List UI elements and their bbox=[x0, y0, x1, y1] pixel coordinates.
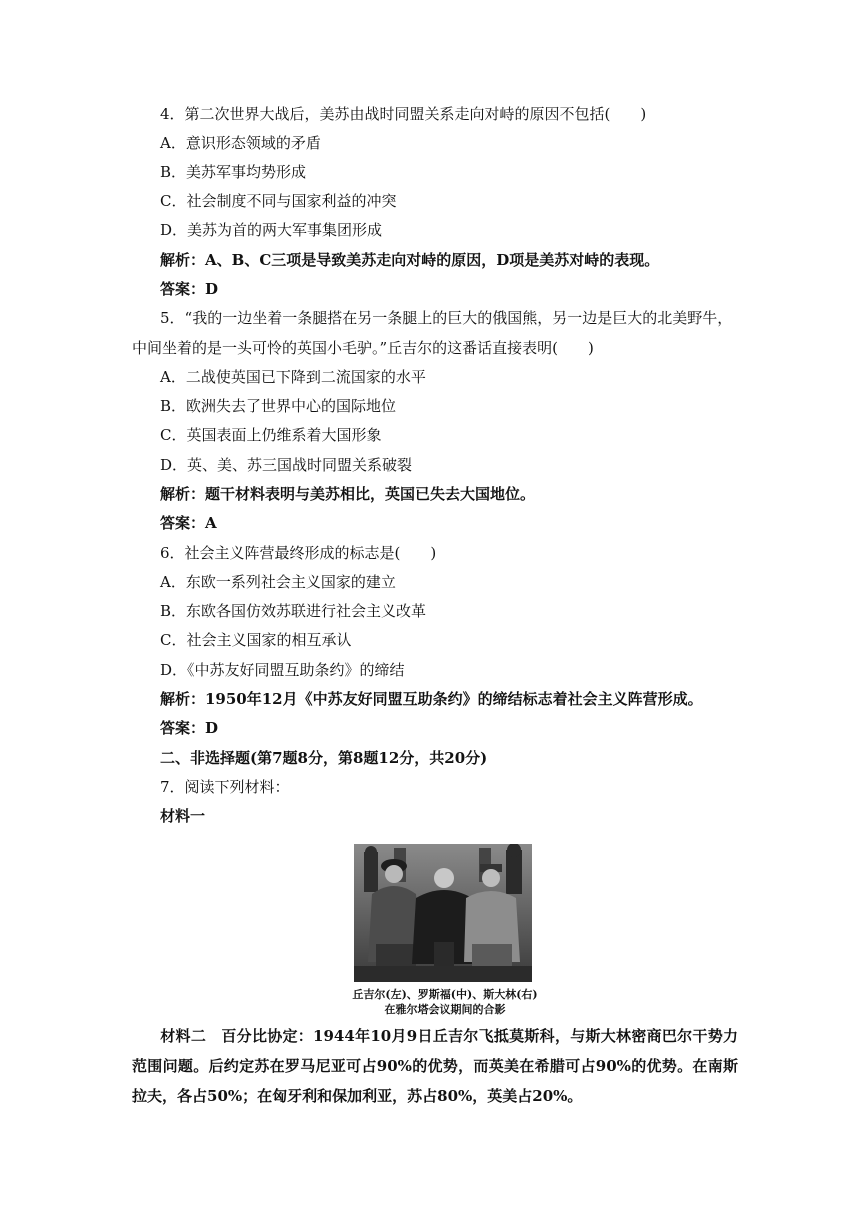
q4-option-d: D．美苏为首的两大军事集团形成 bbox=[160, 221, 383, 239]
q5-answer: 答案：A bbox=[160, 514, 217, 532]
q6-answer: 答案：D bbox=[160, 719, 219, 737]
material2-label: 材料二 bbox=[160, 1027, 207, 1045]
q5-stem-line1: 5．“我的一边坐着一条腿搭在另一条腿上的巨大的俄国熊，另一边是巨大的北美野牛， bbox=[160, 309, 733, 327]
q6-stem: 6．社会主义阵营最终形成的标志是( ) bbox=[160, 544, 437, 562]
yalta-photo bbox=[354, 844, 532, 982]
q7-stem: 7．阅读下列材料： bbox=[160, 778, 290, 796]
q4-answer: 答案：D bbox=[160, 280, 219, 298]
q4-stem: 4．第二次世界大战后，美苏由战时同盟关系走向对峙的原因不包括( ) bbox=[160, 105, 647, 123]
material2-text: 百分比协定：1944年10月9日丘吉尔飞抵莫斯科，与斯大林密商巴尔干势力范围问题。后约定苏在罗马尼亚可占90%的优势，而英美在希腊可占90%的优势。在南斯拉夫，各占50%；在匈牙利和保加利亚，苏占80%，英美占20%。 bbox=[132, 1027, 738, 1105]
q4-analysis: 解析：A、B、C三项是导致美苏走向对峙的原因，D项是美苏对峙的表现。 bbox=[160, 251, 660, 269]
photo-caption-line2: 在雅尔塔会议期间的合影 bbox=[384, 1003, 506, 1016]
q6-option-b: B．东欧各国仿效苏联进行社会主义改革 bbox=[160, 602, 427, 620]
q4-option-b: B．美苏军事均势形成 bbox=[160, 163, 307, 181]
q5-analysis: 解析：题干材料表明与美苏相比，英国已失去大国地位。 bbox=[160, 485, 536, 503]
q6-option-c: C．社会主义国家的相互承认 bbox=[160, 631, 352, 649]
photo-caption-line1: 丘吉尔(左)、罗斯福(中)、斯大林(右) bbox=[352, 988, 538, 1001]
q5-option-d: D．英、美、苏三国战时同盟关系破裂 bbox=[160, 456, 413, 474]
q5-option-b: B．欧洲失去了世界中心的国际地位 bbox=[160, 397, 397, 415]
q5-option-c: C．英国表面上仍维系着大国形象 bbox=[160, 426, 382, 444]
material2-paragraph bbox=[132, 1021, 738, 1111]
q5-stem-line2: 中间坐着的是一头可怜的英国小毛驴。”丘吉尔的这番话直接表明( ) bbox=[132, 339, 594, 357]
q6-option-d: D．《中苏友好同盟互助条约》的缔结 bbox=[160, 661, 405, 679]
section2-title: 二、非选择题(第7题8分，第8题12分，共20分) bbox=[160, 749, 488, 767]
q6-analysis: 解析：1950年12月《中苏友好同盟互助条约》的缔结标志着社会主义阵营形成。 bbox=[160, 690, 703, 708]
q6-option-a: A．东欧一系列社会主义国家的建立 bbox=[160, 573, 396, 591]
material1-label: 材料一 bbox=[160, 807, 206, 825]
yalta-photo-illustration bbox=[354, 844, 532, 982]
q4-option-c: C．社会制度不同与国家利益的冲突 bbox=[160, 192, 397, 210]
q4-option-a: A．意识形态领域的矛盾 bbox=[160, 134, 321, 152]
q5-option-a: A．二战使英国已下降到二流国家的水平 bbox=[160, 368, 426, 386]
